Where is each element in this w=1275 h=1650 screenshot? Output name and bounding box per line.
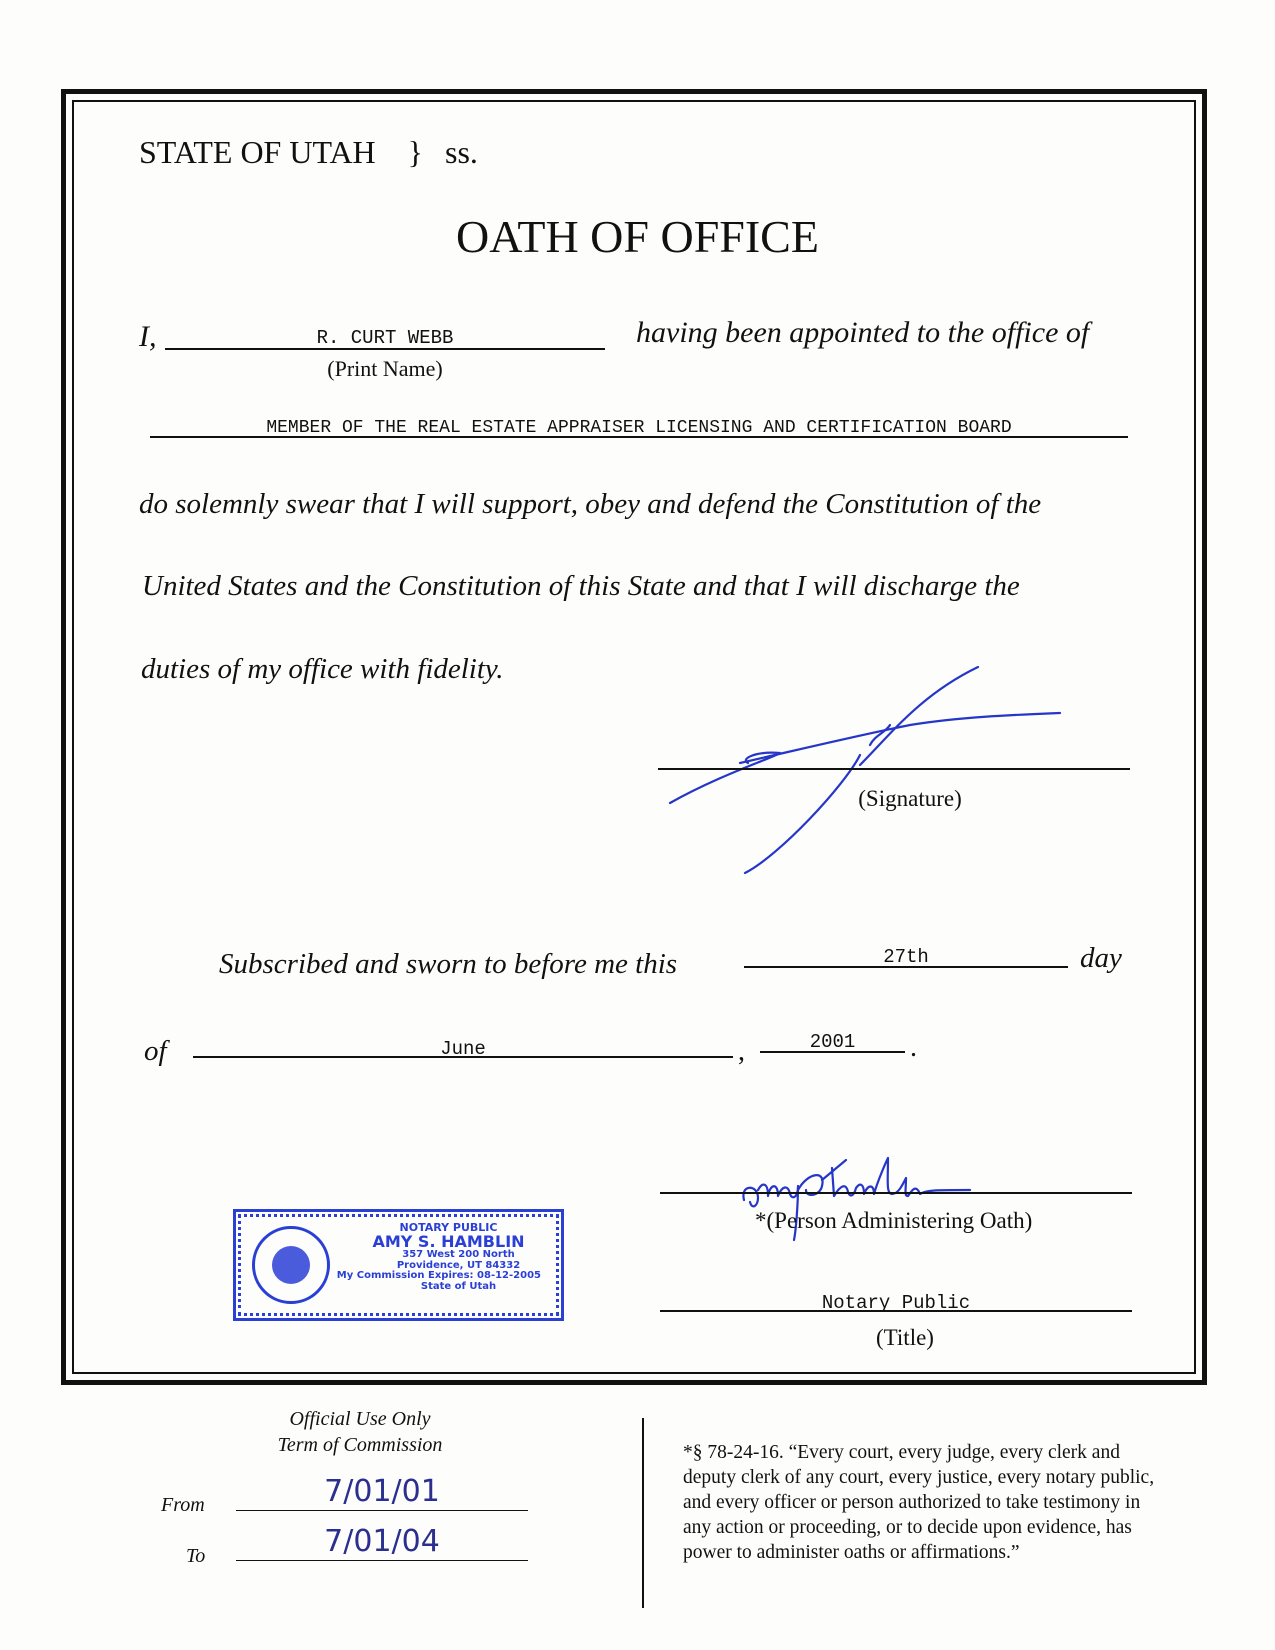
stamp-line-2: AMY S. HAMBLIN bbox=[372, 1231, 525, 1251]
brace: } bbox=[407, 134, 424, 170]
ss-label: ss. bbox=[445, 134, 478, 170]
stamp-line-3: 357 West 200 North bbox=[402, 1249, 515, 1261]
sworn-month-line bbox=[193, 1056, 733, 1058]
stamp-text bbox=[336, 1222, 541, 1292]
sworn-year-line bbox=[760, 1051, 905, 1053]
office-value: MEMBER OF THE REAL ESTATE APPRAISER LICENSING AND CERTIFICATION BOARD bbox=[266, 418, 1012, 438]
statute-line-5: power to administer oaths or affirmations.” bbox=[683, 1542, 1020, 1563]
administrator-signature bbox=[736, 1150, 976, 1250]
sworn-day-value: 27th bbox=[883, 946, 929, 968]
signature-line bbox=[658, 768, 1130, 770]
from-line bbox=[236, 1510, 528, 1511]
oath-prefix: I, bbox=[139, 320, 157, 353]
statute-line-2: deputy clerk of any court, every justice, every notary public, bbox=[683, 1467, 1155, 1488]
stamp-line-4: Providence, UT 84332 bbox=[396, 1259, 521, 1271]
administrator-title-line bbox=[660, 1310, 1132, 1312]
statute-line-3: and every officer or person authorized to take testimony in bbox=[683, 1492, 1141, 1513]
statute-text bbox=[683, 1440, 1154, 1565]
oath-text-line-2: United States and the Constitution of this State and that I will discharge the bbox=[142, 570, 1020, 602]
oath-text-line-1: do solemnly swear that I will support, obey and defend the Constitution of the bbox=[139, 488, 1042, 520]
section-divider bbox=[642, 1418, 644, 1608]
appointee-signature bbox=[660, 655, 1080, 875]
stamp-line-5: My Commission Expires: 08-12-2005 bbox=[336, 1270, 541, 1282]
to-value: 7/01/04 bbox=[324, 1524, 440, 1559]
from-label: From bbox=[161, 1494, 205, 1516]
stamp-line-1: NOTARY PUBLIC bbox=[399, 1221, 498, 1234]
print-name-caption: (Print Name) bbox=[327, 356, 443, 381]
page-title: OATH OF OFFICE bbox=[456, 211, 819, 262]
official-use-title: Official Use Only bbox=[289, 1408, 431, 1430]
sworn-year-value: 2001 bbox=[809, 1031, 856, 1053]
state-seal-icon bbox=[252, 1226, 330, 1304]
print-name-value: R. CURT WEBB bbox=[316, 327, 454, 349]
state-name: STATE OF UTAH bbox=[139, 134, 376, 170]
term-of-commission-title: Term of Commission bbox=[277, 1434, 443, 1456]
day-label: day bbox=[1080, 942, 1122, 974]
signature-caption: (Signature) bbox=[858, 786, 962, 811]
appointment-suffix: having been appointed to the office of bbox=[636, 316, 1090, 349]
sworn-month-value: June bbox=[440, 1038, 486, 1060]
year-period: . bbox=[910, 1032, 917, 1063]
to-label: To bbox=[186, 1545, 206, 1567]
administrator-title-caption: (Title) bbox=[876, 1325, 934, 1350]
administrator-caption: *(Person Administering Oath) bbox=[755, 1208, 1033, 1233]
stamp-line-6: State of Utah bbox=[420, 1280, 497, 1292]
notary-stamp bbox=[233, 1209, 564, 1321]
of-label: of bbox=[144, 1035, 167, 1067]
office-line bbox=[150, 436, 1128, 438]
oath-text-line-3: duties of my office with fidelity. bbox=[141, 653, 504, 685]
administrator-line bbox=[660, 1192, 1132, 1194]
administrator-title-value: Notary Public bbox=[821, 1292, 971, 1314]
month-comma: , bbox=[738, 1036, 745, 1067]
sworn-prefix: Subscribed and sworn to before me this bbox=[219, 948, 678, 980]
print-name-line bbox=[165, 348, 605, 350]
to-line bbox=[236, 1560, 528, 1561]
state-heading bbox=[139, 134, 478, 171]
statute-line-1: *§ 78-24-16. “Every court, every judge, every clerk and bbox=[683, 1442, 1120, 1463]
statute-line-4: any action or proceeding, or to decide upon evidence, has bbox=[683, 1517, 1132, 1538]
from-value: 7/01/01 bbox=[324, 1474, 440, 1509]
sworn-day-line bbox=[744, 966, 1068, 968]
